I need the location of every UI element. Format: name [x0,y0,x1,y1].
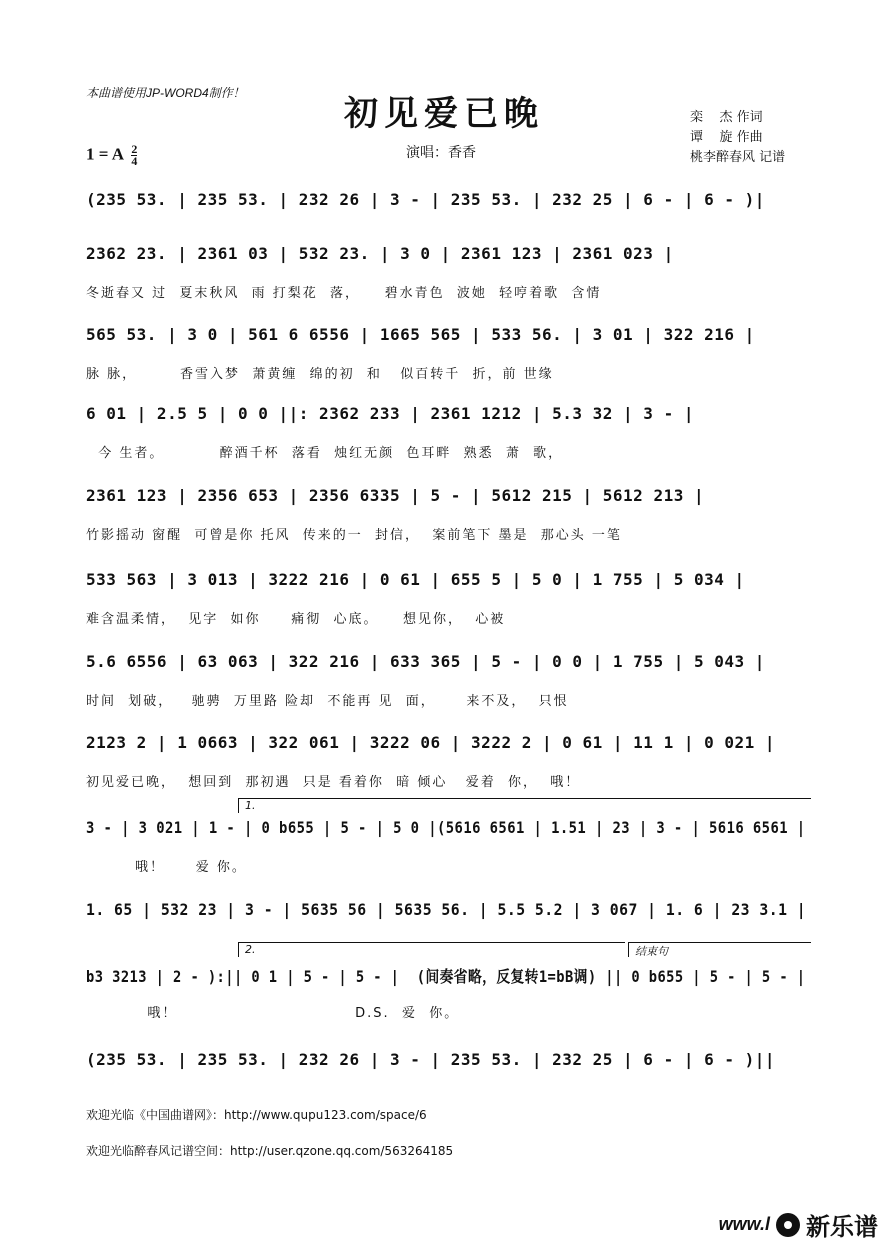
row-notes: 1. 65 | 532 23 | 3 - | 5635 56 | 5635 56. | 5.5 5.2 | 3 067 | 1. 6 | 23 3.1 | [86,900,807,919]
score-row [86,964,806,1021]
coda-bracket [628,942,811,957]
first-ending-label: 1. [245,799,256,812]
singer: 演唱：香香 [406,145,476,161]
score-row [86,818,806,875]
time-signature [131,144,137,167]
row-lyrics: 哦！ 爱 你。 [86,860,247,875]
song-title: 初见爱已晚 [344,94,544,134]
row-lyrics: 竹影摇动 窗醒 可曾是你 托风 传来的一 封信， 案前笔下 墨是 那心头 一笔 [86,528,622,543]
composer: 谭 旋 作曲 [690,130,763,145]
coda-label: 结束句 [635,945,668,958]
score-row [86,190,806,230]
row-lyrics: 脉 脉， 香雪入梦 萧黄缠 绵的初 和 似百转千 折，前 世缘 [86,367,554,382]
logo-url: www.l [718,1214,770,1234]
second-ending-label: 2. [245,943,256,956]
row-lyrics: 冬逝春又 过 夏末秋风 雨 打梨花 落， 碧水青色 波她 轻哼着歌 含情 [86,286,602,301]
lyricist: 栾 杰 作词 [690,110,763,125]
key-signature [86,144,137,167]
score-row [86,404,806,461]
row-notes: (235 53. | 235 53. | 232 26 | 3 - | 235 53. | 232 25 | 6 - | 6 - )| [86,190,765,209]
row-notes: (235 53. | 235 53. | 232 26 | 3 - | 235 53. | 232 25 | 6 - | 6 - )|| [86,1050,776,1069]
row-notes: 2362 23. | 2361 03 | 532 23. | 3 0 | 2361 123 | 2361 023 | [86,244,674,263]
logo-name: 新乐谱 [806,1213,878,1241]
software-credit: 本曲谱使用JP-WORD4制作！ [86,86,245,100]
row-lyrics: 今 生者。 醉酒千杯 落看 烛红无颜 色耳畔 熟悉 萧 歌， [86,446,564,461]
time-bottom: 4 [131,154,138,168]
score-row [86,733,806,790]
row-notes: 6 01 | 2.5 5 | 0 0 ||: 2362 233 | 2361 1212 | 5.3 32 | 3 - | [86,404,694,423]
score-row [86,486,806,543]
key-label: 1 = A [86,144,124,164]
footer-link-qzone[interactable]: 欢迎光临醉春风记谱空间：http://user.qzone.qq.com/563264185 [86,1144,454,1158]
authors-block [690,108,785,168]
row-notes: 2361 123 | 2356 653 | 2356 6335 | 5 - | 5612 215 | 5612 213 | [86,486,705,505]
row-lyrics: 初见爱已晚， 想回到 那初遇 只是 看着你 暗 倾心 爱着 你， 哦！ [86,775,581,790]
footer-link-qupu[interactable]: 欢迎光临《中国曲谱网》：http://www.qupu123.com/space/6 [86,1108,427,1122]
row-lyrics: 难含温柔情， 见字 如你 痛彻 心底。 想见你， 心被 [86,612,506,627]
row-notes: b3 3213 | 2 - ):|| 0 1 | 5 - | 5 - | (间奏省略，反复转1=bB调) || 0 b655 | 5 - | 5 - | [86,967,806,986]
row-lyrics: 时间 划破， 驰骋 万里路 险却 不能再 见 面， 来不及， 只恨 [86,694,569,709]
score-row [86,900,806,940]
row-notes: 5.6 6556 | 63 063 | 322 216 | 633 365 | 5 - | 0 0 | 1 755 | 5 043 | [86,652,765,671]
second-ending-bracket [238,942,625,957]
row-notes: 2123 2 | 1 0663 | 322 061 | 3222 06 | 3222 2 | 0 61 | 11 1 | 0 021 | [86,733,776,752]
score-row [86,652,806,709]
row-notes: 3 - | 3 021 | 1 - | 0 b655 | 5 - | 5 0 |(5616 6561 | 1.51 | 23 | 3 - | 5616 6561 | [86,818,806,837]
score-row [86,325,806,382]
time-top: 2 [131,142,138,156]
score-row [86,570,806,627]
transcriber: 桃李醉春风 记谱 [690,150,786,165]
score-row [86,1050,806,1090]
row-notes: 565 53. | 3 0 | 561 6 6556 | 1665 565 | 533 56. | 3 01 | 322 216 | [86,325,755,344]
row-notes: 533 563 | 3 013 | 3222 216 | 0 61 | 655 5 | 5 0 | 1 755 | 5 034 | [86,570,745,589]
row-lyrics: 哦！ D.S. 爱 你。 [86,1006,460,1021]
first-ending-bracket [238,798,811,813]
score-row [86,244,806,301]
site-logo[interactable] [719,1207,878,1242]
vinyl-disc-icon [776,1213,800,1237]
